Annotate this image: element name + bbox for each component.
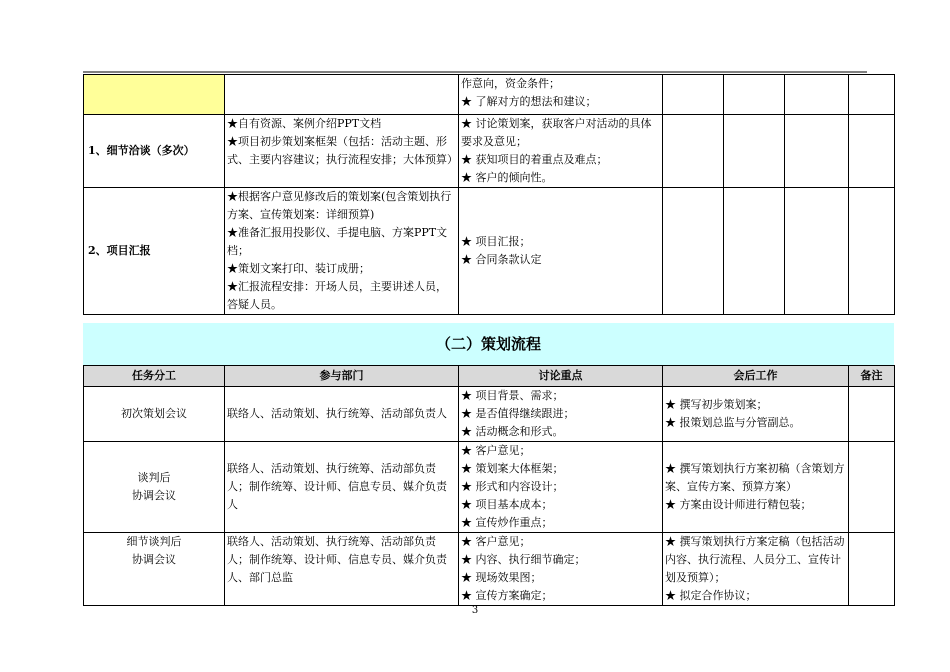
upper-table (83, 74, 895, 315)
task-cell (84, 442, 225, 533)
task-line: 协调会议 (132, 489, 176, 502)
empty-cell (785, 75, 849, 115)
section-title: （二）策划流程 (83, 323, 894, 365)
task-line: 谈判后 (137, 471, 171, 484)
header-note: 备注 (849, 366, 895, 387)
task-cell (84, 533, 225, 606)
task-cell (84, 387, 225, 442)
focus-line: ★ 讨论策划案，获取客户对活动的具体要求及意见； (461, 117, 652, 148)
empty-cell (663, 188, 724, 315)
content-line: ★自有资源、案例介绍PPT文档 (227, 117, 382, 130)
focus-line: ★ 项目背景、需求； (461, 389, 564, 402)
empty-cell (849, 188, 895, 315)
focus-line: ★ 宣传方案确定； (461, 589, 553, 602)
content-line: ★根据客户意见修改后的策划案(包含策划执行方案、宣传策划案：详细预算) (227, 190, 452, 221)
focus-line: ★ 了解对方的想法和建议； (461, 95, 597, 108)
empty-cell (785, 115, 849, 188)
header-depts: 参与部门 (225, 366, 459, 387)
focus-line: ★ 客户意见； (461, 535, 531, 548)
empty-cell (849, 75, 895, 115)
depts-cell: 联络人、活动策划、执行统筹、活动部负责人；制作统筹、设计师、信息专员、媒介负责人、部门总监 (225, 533, 459, 606)
focus-line: ★ 是否值得继续跟进； (461, 407, 575, 420)
after-line: ★ 方案由设计师进行精包装； (665, 498, 812, 511)
focus-cell (459, 188, 663, 315)
table-row (84, 533, 895, 606)
focus-cell (459, 533, 663, 606)
content-line: ★准备汇报用投影仪、手提电脑、方案PPT文档； (227, 226, 448, 257)
focus-line: ★ 现场效果图； (461, 571, 542, 584)
header-after: 会后工作 (663, 366, 849, 387)
after-line: ★ 撰写策划执行方案定稿（包括活动内容、执行流程、人员分工、宣传计划及预算）； (665, 535, 845, 584)
focus-line: ★ 项目汇报； (461, 235, 531, 248)
after-cell (663, 533, 849, 606)
empty-cell (849, 115, 895, 188)
empty-cell (663, 75, 724, 115)
empty-cell (724, 188, 785, 315)
page-number: 3 (471, 605, 479, 616)
focus-line: ★ 活动概念和形式。 (461, 425, 564, 438)
focus-line: ★ 宣传炒作重点； (461, 516, 553, 529)
task-line: 细节谈判后 (126, 535, 182, 548)
focus-line: ★ 获知项目的着重点及难点； (461, 153, 608, 166)
table-row (84, 188, 895, 315)
focus-cell (459, 387, 663, 442)
depts-cell: 联络人、活动策划、执行统筹、活动部负责人 (225, 387, 459, 442)
after-line: ★ 撰写初步策划案； (665, 398, 768, 411)
table-row (84, 387, 895, 442)
note-cell (849, 533, 895, 606)
header-rule (83, 71, 867, 73)
content-cell (225, 75, 459, 115)
table-row (84, 442, 895, 533)
depts-cell: 联络人、活动策划、执行统筹、活动部负责人；制作统筹、设计师、信息专员、媒介负责人 (225, 442, 459, 533)
content-line: ★汇报流程安排：开场人员，主要讲述人员，答疑人员。 (227, 280, 447, 311)
empty-cell (724, 115, 785, 188)
focus-line: ★ 形式和内容设计； (461, 480, 564, 493)
focus-line: ★ 合同条款认定 (461, 253, 542, 266)
focus-cell (459, 115, 663, 188)
header-focus: 讨论重点 (459, 366, 663, 387)
focus-line: ★ 内容、执行细节确定； (461, 553, 586, 566)
focus-line: ★ 客户意见； (461, 444, 531, 457)
focus-line: ★ 客户的倾向性。 (461, 171, 553, 184)
task-cell: 1、细节洽谈（多次） (84, 115, 225, 188)
focus-line: 作意向，资金条件； (461, 77, 560, 90)
content-cell (225, 115, 459, 188)
empty-cell (724, 75, 785, 115)
content-line: ★策划文案打印、装订成册； (227, 262, 370, 275)
task-cell: 2、项目汇报 (84, 188, 225, 315)
empty-cell (785, 188, 849, 315)
task-cell (84, 75, 225, 115)
focus-line: ★ 项目基本成本； (461, 498, 553, 511)
after-line: ★ 拟定合作协议； (665, 589, 757, 602)
table-row (84, 115, 895, 188)
after-line: ★ 报策划总监与分管副总。 (665, 416, 801, 429)
content-line: ★项目初步策划案框架（包括：活动主题、形式、主要内容建议；执行流程安排；大体预算） (227, 135, 458, 166)
after-line: ★ 撰写策划执行方案初稿（含策划方案、宣传方案、预算方案） (665, 462, 845, 493)
task-line: 初次策划会议 (121, 407, 187, 420)
content-cell (225, 188, 459, 315)
header-row (84, 366, 895, 387)
flow-table (83, 365, 895, 606)
note-cell (849, 442, 895, 533)
focus-cell (459, 442, 663, 533)
focus-line: ★ 策划案大体框架； (461, 462, 564, 475)
header-task: 任务分工 (84, 366, 225, 387)
empty-cell (663, 115, 724, 188)
after-cell (663, 442, 849, 533)
task-line: 协调会议 (132, 553, 176, 566)
focus-cell (459, 75, 663, 115)
table-row (84, 75, 895, 115)
after-cell (663, 387, 849, 442)
note-cell (849, 387, 895, 442)
